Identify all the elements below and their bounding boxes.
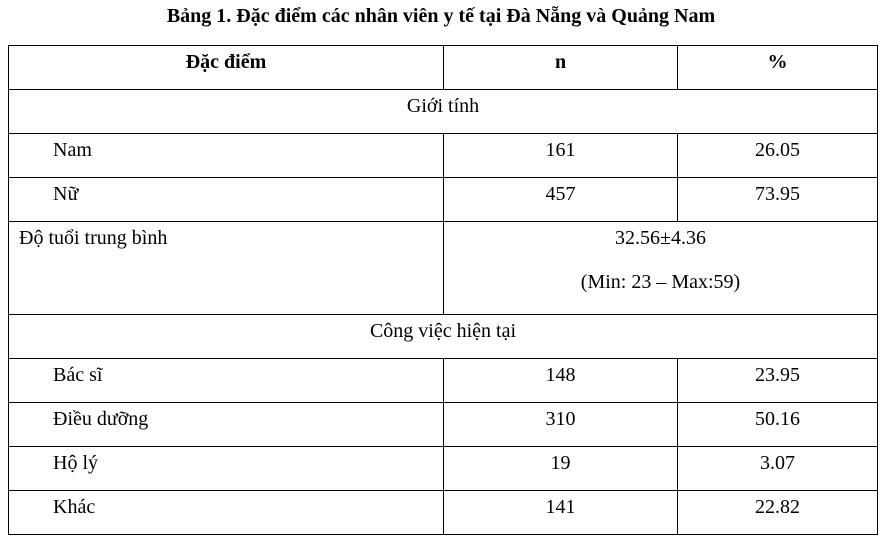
table-row xyxy=(9,447,878,491)
row-n: 310 xyxy=(444,403,678,447)
group-label-job: Công việc hiện tại xyxy=(9,315,878,359)
row-label: Khác xyxy=(9,491,444,535)
group-label-gender: Giới tính xyxy=(9,90,878,134)
row-label: Hộ lý xyxy=(9,447,444,491)
row-n: 19 xyxy=(444,447,678,491)
characteristics-table xyxy=(8,45,878,535)
header-row xyxy=(9,46,878,90)
row-n: 148 xyxy=(444,359,678,403)
table-row xyxy=(9,134,878,178)
row-percent: 22.82 xyxy=(678,491,878,535)
table-title: Bảng 1. Đặc điểm các nhân viên y tế tại Đà Nẵng và Quảng Nam xyxy=(166,5,716,27)
row-label: Nữ xyxy=(9,178,444,222)
row-percent: 3.07 xyxy=(678,447,878,491)
row-percent: 26.05 xyxy=(678,134,878,178)
table-row xyxy=(9,491,878,535)
header-n: n xyxy=(444,46,678,90)
group-row-job xyxy=(9,315,878,359)
row-n: 141 xyxy=(444,491,678,535)
age-row xyxy=(9,222,878,315)
row-n: 457 xyxy=(444,178,678,222)
header-characteristic: Đặc điểm xyxy=(9,46,444,90)
age-label: Độ tuổi trung bình xyxy=(9,222,444,315)
table-row xyxy=(9,403,878,447)
row-percent: 50.16 xyxy=(678,403,878,447)
group-row-gender xyxy=(9,90,878,134)
row-label: Nam xyxy=(9,134,444,178)
row-n: 161 xyxy=(444,134,678,178)
table-row xyxy=(9,178,878,222)
age-value-cell xyxy=(444,222,878,315)
row-label: Bác sĩ xyxy=(9,359,444,403)
table-row xyxy=(9,359,878,403)
age-range: (Min: 23 – Max:59) xyxy=(580,271,741,293)
row-label: Điều dưỡng xyxy=(9,403,444,447)
age-mean: 32.56±4.36 xyxy=(615,227,706,249)
row-percent: 23.95 xyxy=(678,359,878,403)
row-percent: 73.95 xyxy=(678,178,878,222)
header-percent: % xyxy=(678,46,878,90)
